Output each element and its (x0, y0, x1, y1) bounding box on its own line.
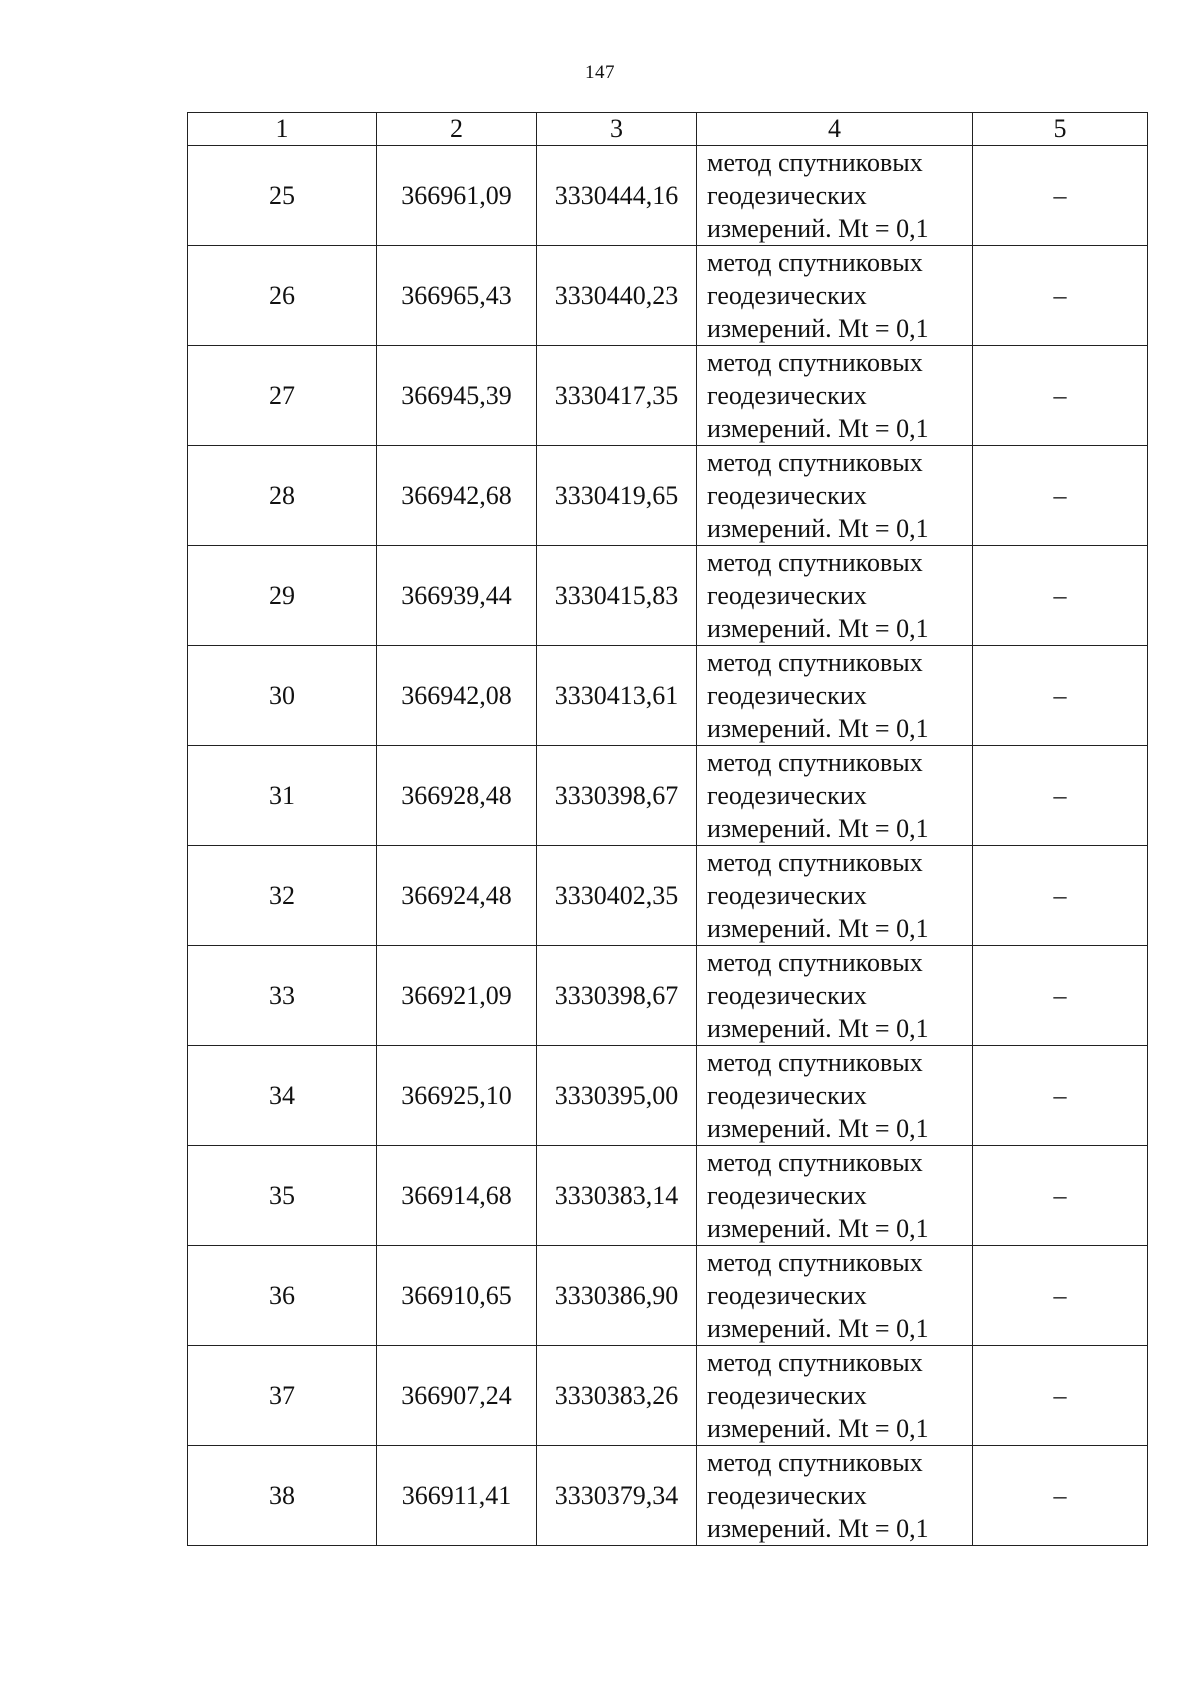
point-number-cell: 38 (188, 1446, 377, 1546)
coordinate-x-cell: 366965,43 (377, 246, 537, 346)
note-cell: – (973, 346, 1148, 446)
method-line: измерений. Mt = 0,1 (707, 1114, 929, 1143)
method-cell (697, 846, 973, 946)
method-cell (697, 546, 973, 646)
coordinate-x-cell: 366921,09 (377, 946, 537, 1046)
method-line: геодезических (707, 481, 867, 510)
coordinate-y-cell: 3330398,67 (537, 946, 697, 1046)
method-line: метод спутниковых (707, 648, 923, 677)
point-number-cell: 37 (188, 1346, 377, 1446)
method-line: измерений. Mt = 0,1 (707, 714, 929, 743)
method-line: геодезических (707, 1481, 867, 1510)
method-line: метод спутниковых (707, 948, 923, 977)
note-cell: – (973, 146, 1148, 246)
method-cell (697, 346, 973, 446)
method-line: метод спутниковых (707, 1348, 923, 1377)
header-col-4: 4 (697, 113, 973, 146)
table-row (188, 646, 1148, 746)
coordinate-y-cell: 3330383,14 (537, 1146, 697, 1246)
note-cell: – (973, 746, 1148, 846)
point-number-cell: 34 (188, 1046, 377, 1146)
method-line: геодезических (707, 781, 867, 810)
coordinate-y-cell: 3330383,26 (537, 1346, 697, 1446)
header-col-5: 5 (973, 113, 1148, 146)
table-row (188, 1146, 1148, 1246)
coordinate-y-cell: 3330398,67 (537, 746, 697, 846)
table-header (188, 113, 1148, 146)
coordinate-y-cell: 3330386,90 (537, 1246, 697, 1346)
coordinate-x-cell: 366939,44 (377, 546, 537, 646)
method-cell (697, 1146, 973, 1246)
coordinate-x-cell: 366911,41 (377, 1446, 537, 1546)
table-body (188, 146, 1148, 1546)
coordinate-x-cell: 366945,39 (377, 346, 537, 446)
method-line: измерений. Mt = 0,1 (707, 914, 929, 943)
coordinate-y-cell: 3330440,23 (537, 246, 697, 346)
coordinate-y-cell: 3330395,00 (537, 1046, 697, 1146)
method-line: геодезических (707, 681, 867, 710)
method-line: метод спутниковых (707, 348, 923, 377)
table-row (188, 346, 1148, 446)
header-col-3: 3 (537, 113, 697, 146)
method-line: измерений. Mt = 0,1 (707, 614, 929, 643)
note-cell: – (973, 646, 1148, 746)
coordinate-y-cell: 3330419,65 (537, 446, 697, 546)
method-cell (697, 1346, 973, 1446)
method-line: измерений. Mt = 0,1 (707, 1014, 929, 1043)
table-row (188, 546, 1148, 646)
method-cell (697, 246, 973, 346)
table-row (188, 1246, 1148, 1346)
point-number-cell: 33 (188, 946, 377, 1046)
method-cell (697, 1446, 973, 1546)
header-col-1: 1 (188, 113, 377, 146)
method-line: измерений. Mt = 0,1 (707, 414, 929, 443)
page-number: 147 (585, 62, 615, 83)
point-number-cell: 30 (188, 646, 377, 746)
coordinate-x-cell: 366914,68 (377, 1146, 537, 1246)
method-line: измерений. Mt = 0,1 (707, 1314, 929, 1343)
coordinate-x-cell: 366942,68 (377, 446, 537, 546)
method-cell (697, 446, 973, 546)
method-cell (697, 1246, 973, 1346)
method-line: геодезических (707, 1381, 867, 1410)
method-line: геодезических (707, 981, 867, 1010)
method-line: метод спутниковых (707, 1448, 923, 1477)
coordinate-y-cell: 3330444,16 (537, 146, 697, 246)
method-line: геодезических (707, 581, 867, 610)
note-cell: – (973, 1246, 1148, 1346)
method-line: метод спутниковых (707, 1248, 923, 1277)
method-cell (697, 146, 973, 246)
coordinate-y-cell: 3330402,35 (537, 846, 697, 946)
method-cell (697, 946, 973, 1046)
header-row (188, 113, 1148, 146)
method-line: геодезических (707, 181, 867, 210)
method-line: измерений. Mt = 0,1 (707, 814, 929, 843)
table-row (188, 946, 1148, 1046)
table-row (188, 246, 1148, 346)
coordinates-table (187, 112, 1148, 1546)
point-number-cell: 27 (188, 346, 377, 446)
method-line: метод спутниковых (707, 848, 923, 877)
table-row (188, 1346, 1148, 1446)
method-line: геодезических (707, 1281, 867, 1310)
method-line: измерений. Mt = 0,1 (707, 214, 929, 243)
point-number-cell: 29 (188, 546, 377, 646)
coordinate-x-cell: 366925,10 (377, 1046, 537, 1146)
point-number-cell: 35 (188, 1146, 377, 1246)
method-line: измерений. Mt = 0,1 (707, 1514, 929, 1543)
method-line: геодезических (707, 1081, 867, 1110)
coordinate-x-cell: 366942,08 (377, 646, 537, 746)
method-line: метод спутниковых (707, 148, 923, 177)
header-col-2: 2 (377, 113, 537, 146)
note-cell: – (973, 546, 1148, 646)
method-cell (697, 646, 973, 746)
note-cell: – (973, 446, 1148, 546)
table-row (188, 146, 1148, 246)
method-line: метод спутниковых (707, 1048, 923, 1077)
method-line: метод спутниковых (707, 748, 923, 777)
table-row (188, 846, 1148, 946)
point-number-cell: 32 (188, 846, 377, 946)
method-line: метод спутниковых (707, 1148, 923, 1177)
note-cell: – (973, 1446, 1148, 1546)
coordinate-x-cell: 366924,48 (377, 846, 537, 946)
method-line: геодезических (707, 281, 867, 310)
method-line: измерений. Mt = 0,1 (707, 514, 929, 543)
coordinate-x-cell: 366910,65 (377, 1246, 537, 1346)
note-cell: – (973, 846, 1148, 946)
point-number-cell: 26 (188, 246, 377, 346)
table-row (188, 746, 1148, 846)
coordinate-x-cell: 366907,24 (377, 1346, 537, 1446)
coordinate-x-cell: 366928,48 (377, 746, 537, 846)
note-cell: – (973, 246, 1148, 346)
method-line: измерений. Mt = 0,1 (707, 1214, 929, 1243)
point-number-cell: 36 (188, 1246, 377, 1346)
coordinate-x-cell: 366961,09 (377, 146, 537, 246)
method-cell (697, 746, 973, 846)
point-number-cell: 31 (188, 746, 377, 846)
table-row (188, 1046, 1148, 1146)
point-number-cell: 25 (188, 146, 377, 246)
coordinate-y-cell: 3330415,83 (537, 546, 697, 646)
coordinate-y-cell: 3330417,35 (537, 346, 697, 446)
table-row (188, 446, 1148, 546)
method-line: метод спутниковых (707, 448, 923, 477)
coordinate-y-cell: 3330379,34 (537, 1446, 697, 1546)
note-cell: – (973, 1346, 1148, 1446)
method-line: измерений. Mt = 0,1 (707, 314, 929, 343)
note-cell: – (973, 946, 1148, 1046)
coordinate-y-cell: 3330413,61 (537, 646, 697, 746)
method-line: метод спутниковых (707, 548, 923, 577)
method-line: геодезических (707, 1181, 867, 1210)
point-number-cell: 28 (188, 446, 377, 546)
method-line: геодезических (707, 881, 867, 910)
method-line: измерений. Mt = 0,1 (707, 1414, 929, 1443)
note-cell: – (973, 1046, 1148, 1146)
method-line: геодезических (707, 381, 867, 410)
method-line: метод спутниковых (707, 248, 923, 277)
note-cell: – (973, 1146, 1148, 1246)
table-row (188, 1446, 1148, 1546)
method-cell (697, 1046, 973, 1146)
